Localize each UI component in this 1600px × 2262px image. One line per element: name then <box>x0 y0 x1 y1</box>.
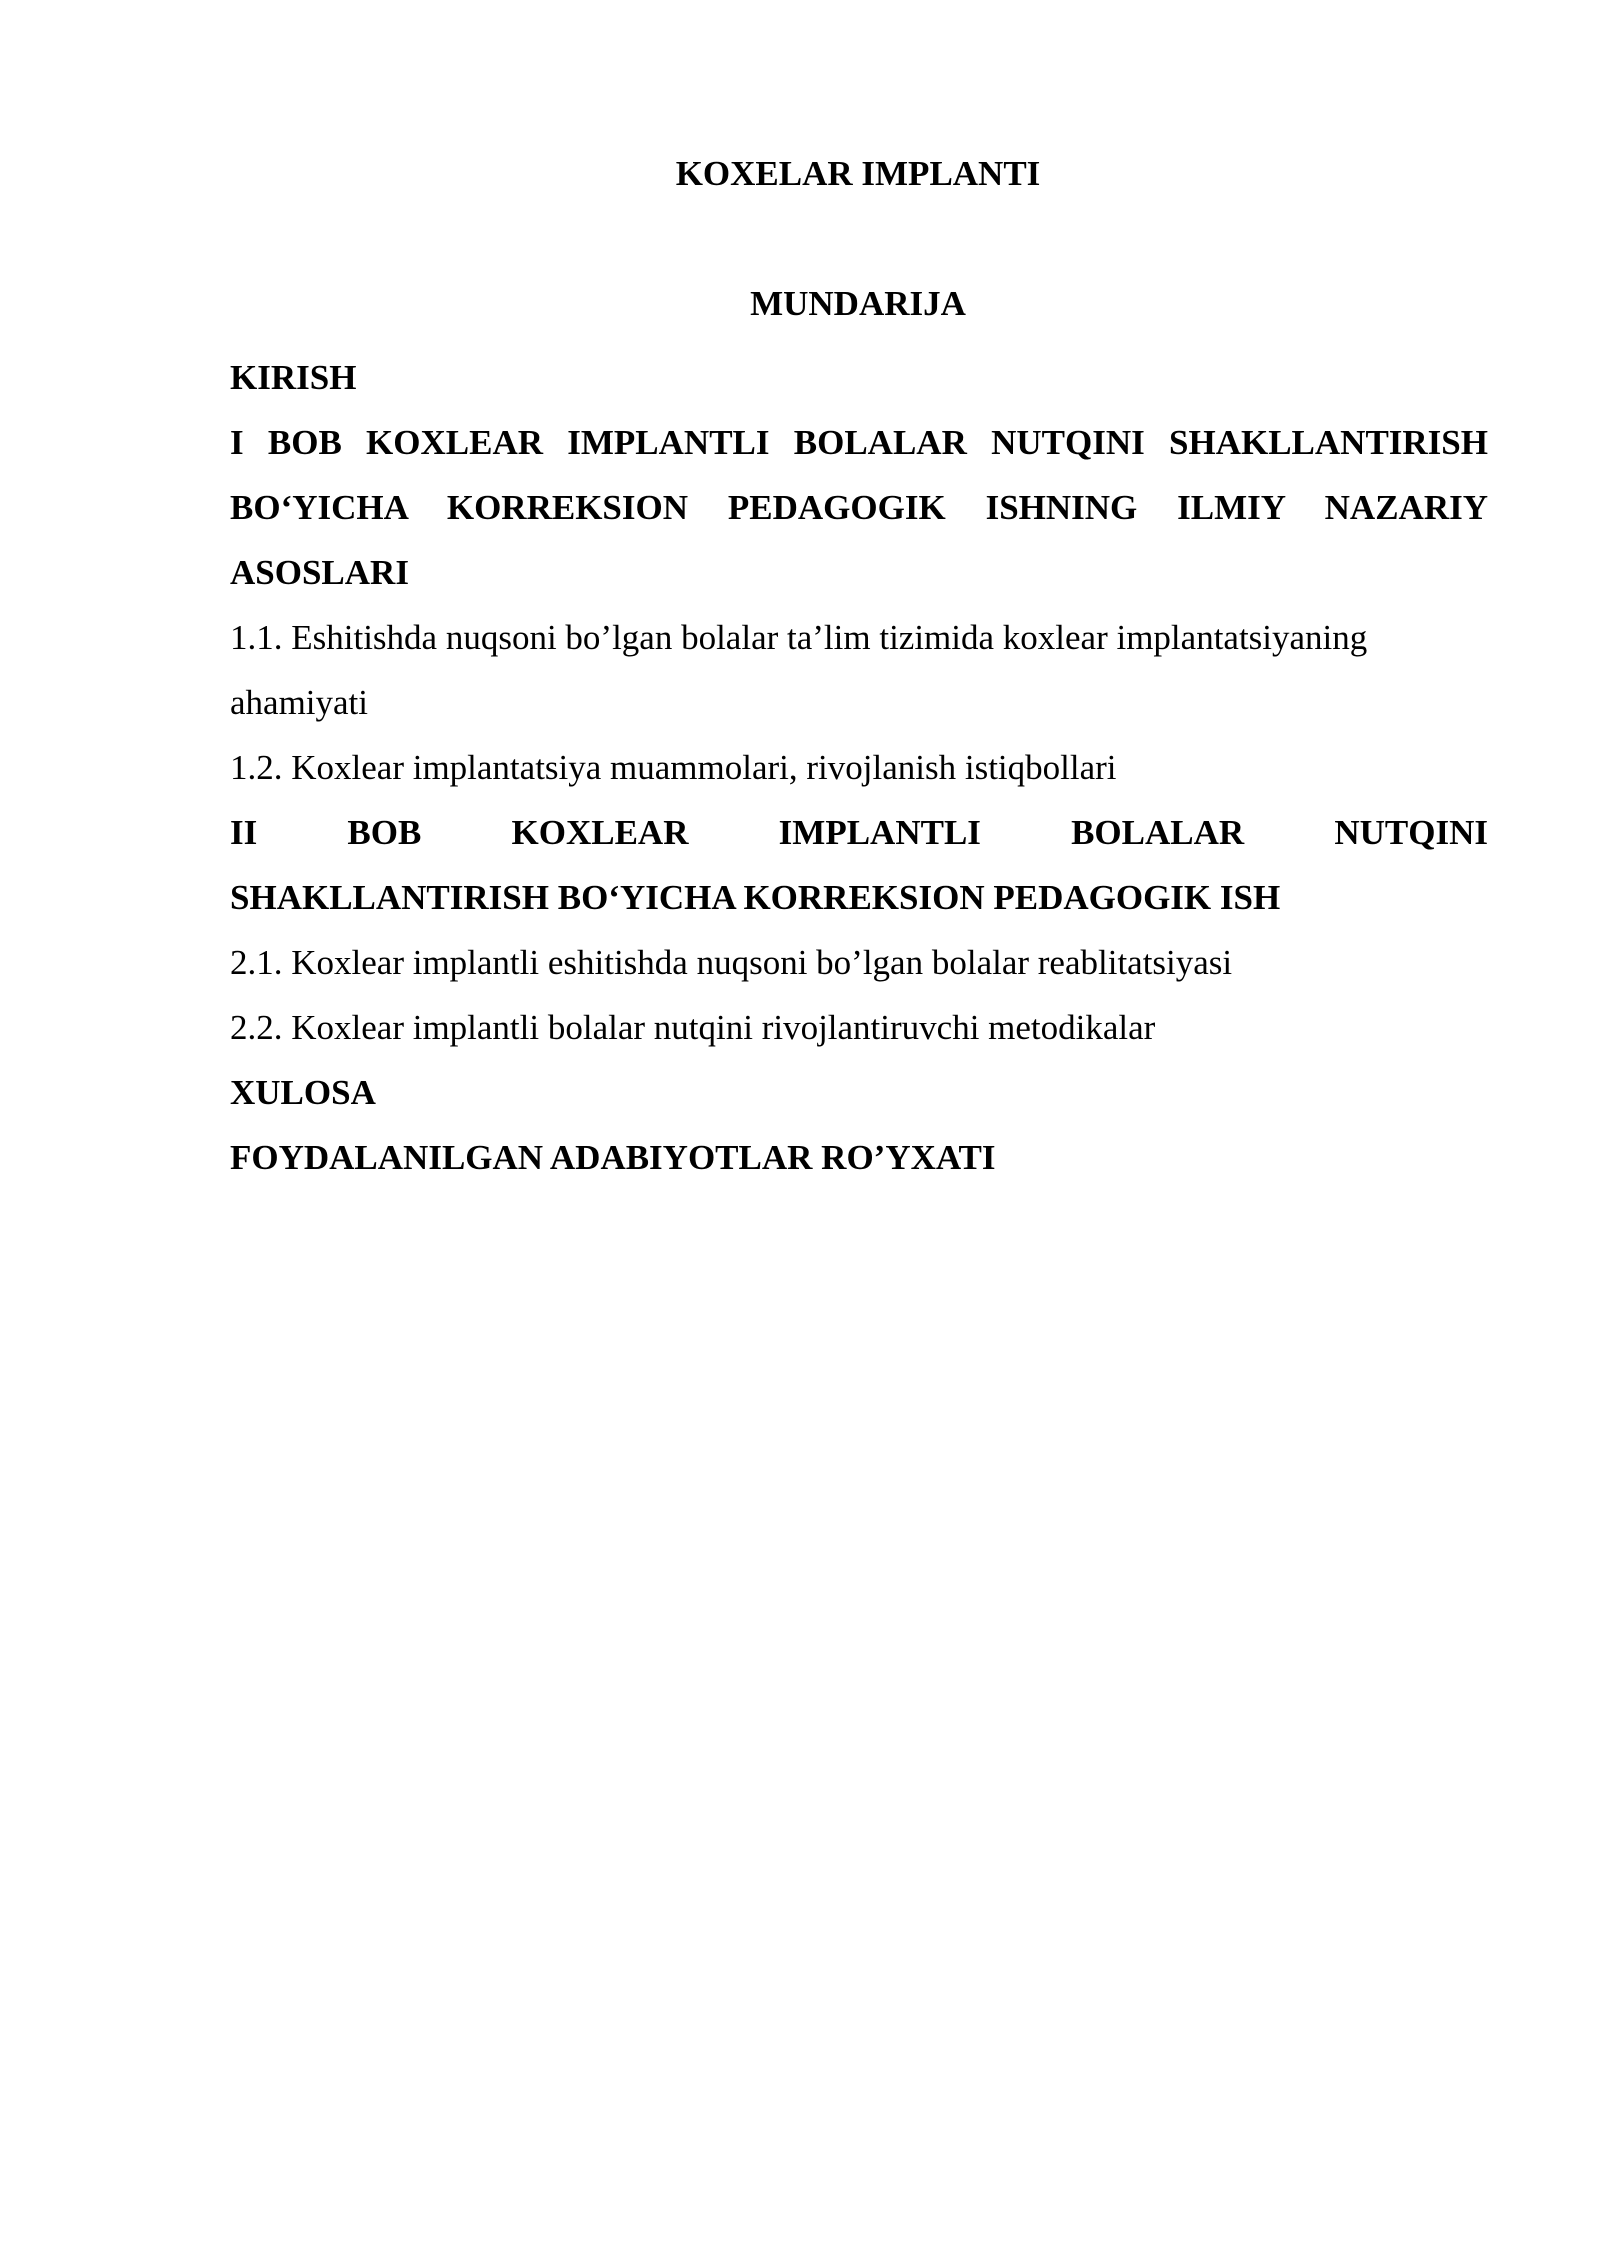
toc-entry-section-1-1: 1.1. Eshitishda nuqsoni bo’lgan bolalar ta’lim tizimida koxlear implantatsiyaning ahamiyati <box>230 618 1368 722</box>
toc-entry-references: FOYDALANILGAN ADABIYOTLAR RO’YXATI <box>230 1138 996 1177</box>
toc-entry-chapter-1: I BOB KOXLEAR IMPLANTLI BOLALAR NUTQINI SHAKLLANTIRISH BO‘YICHA KORREKSION PEDAGOGIK ISHNING ILMIY NAZARIY ASOSLARI <box>230 423 1488 592</box>
table-of-contents <box>230 345 1488 1190</box>
toc-entry-intro: KIRISH <box>230 358 357 397</box>
toc-heading: MUNDARIJA <box>750 284 966 323</box>
toc-entry-section-1-2: 1.2. Koxlear implantatsiya muammolari, rivojlanish istiqbollari <box>230 748 1117 787</box>
toc-entry-section-2-1: 2.1. Koxlear implantli eshitishda nuqsoni bo’lgan bolalar reablitatsiyasi <box>230 943 1233 982</box>
toc-entry-conclusion: XULOSA <box>230 1073 376 1112</box>
document-title: KOXELAR IMPLANTI <box>675 154 1041 193</box>
toc-entry-chapter-2-line-1: II BOB KOXLEAR IMPLANTLI BOLALAR NUTQINI <box>230 813 1488 852</box>
toc-entry-chapter-2-line-2: SHAKLLANTIRISH BO‘YICHA KORREKSION PEDAGOGIK ISH <box>230 878 1281 917</box>
toc-entry-section-2-2: 2.2. Koxlear implantli bolalar nutqini rivojlantiruvchi metodikalar <box>230 1008 1156 1047</box>
